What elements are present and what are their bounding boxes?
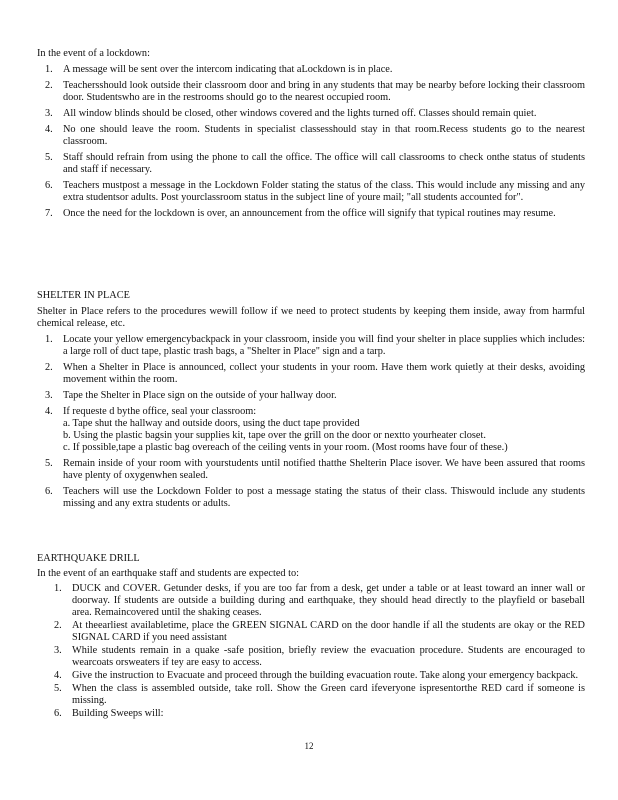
item-text: Staff should refrain from using the phone to call the office. The office will call classrooms to check onthe status of students and staff if necessary. [63,152,585,175]
list-item [37,208,585,220]
earthquake-intro: In the event of an earthquake staff and students are expected to: [37,568,299,579]
item-text: Locate your yellow emergencybackpack in your classroom, inside you will find your shelter in place supplies which includes: a large roll of duct tape, plastic trash bags, a "Shelter in Place" sign and a tarp. [63,334,585,357]
item-number: 1. [45,334,53,345]
item-number: 5. [45,152,53,163]
list-item [37,458,585,482]
item-text: Teachers will use the Lockdown Folder to post a message stating the status of their class. Thiswould include any students missing and any extra students or adults. [63,486,585,509]
item-number: 3. [45,108,53,119]
list-item [37,645,585,669]
item-text: Once the need for the lockdown is over, an announcement from the office will signify that typical routines may resume. [63,208,556,219]
list-item [37,406,585,454]
sub-item: b. Using the plastic bagsin your supplies kit, tape over the grill on the door or nextto yourheater closet. [63,430,486,441]
item-number: 2. [54,620,62,631]
earthquake-section [37,553,585,721]
item-number: 3. [45,390,53,401]
item-number: 2. [45,362,53,373]
shelter-heading: SHELTER IN PLACE [37,290,130,301]
list-item [37,390,585,402]
item-number: 4. [45,124,53,135]
list-item [37,124,585,148]
list-item [37,152,585,176]
item-text: DUCK and COVER. Getunder desks, if you are too far from a desk, get under a table or at least toward an inner wall or doorway. If students are outside a building during and earthquake, they should head directly to the playfield or baseball area. Remaincovered until the shaking ceases. [72,583,585,618]
item-text: At theearliest availabletime, place the GREEN SIGNAL CARD on the door handle if all the students are okay or the RED SIGNAL CARD if you need assistant [72,620,585,643]
list-item [37,180,585,204]
list-item [37,334,585,358]
item-text: Teachers mustpost a message in the Lockdown Folder stating the status of the class. This would include any missing and any extra studentsor adults. Post yourclassroom status in the subject line of youre mail; "all students accounted for". [63,180,585,203]
item-number: 6. [45,180,53,191]
list-item [37,583,585,619]
lockdown-list [37,64,585,220]
item-number: 1. [45,64,53,75]
list-item [37,683,585,707]
list-item [37,80,585,104]
item-text: All window blinds should be closed, other windows covered and the lights turned off. Classes should remain quiet. [63,108,537,119]
list-item [37,108,585,120]
lockdown-section [37,48,585,224]
item-number: 7. [45,208,53,219]
list-item [37,362,585,386]
item-text: Give the instruction to Evacuate and proceed through the building evacuation route. Take along your emergency backpack. [72,670,579,681]
shelter-intro: Shelter in Place refers to the procedures wewill follow if we need to protect students by keeping them inside, away from harmful chemical release, etc. [37,306,585,329]
shelter-list [37,334,585,510]
item-text: A message will be sent over the intercom indicating that aLockdown is in place. [63,64,393,75]
page-number: 12 [304,741,314,751]
item-text: Remain inside of your room with yourstudents until notified thatthe Shelterin Place isover. We have been assured that rooms have plenty of oxygenwhen sealed. [63,458,585,481]
sub-item: a. Tape shut the hallway and outside doors, using the duct tape provided [63,418,360,429]
item-text: No one should leave the room. Students in specialist classesshould stay in that room.Recess students go to the nearest classroom. [63,124,585,147]
item-number: 4. [54,670,62,681]
item-number: 5. [45,458,53,469]
list-item [37,486,585,510]
sub-item: c. If possible,tape a plastic bag overeach of the ceiling vents in your room. (Most rooms have four of these.) [63,442,508,453]
item-text: Building Sweeps will: [72,708,164,719]
list-item [37,708,585,720]
item-text: Tape the Shelter in Place sign on the outside of your hallway door. [63,390,337,401]
list-item [37,620,585,644]
item-number: 4. [45,406,53,417]
item-number: 3. [54,645,62,656]
item-number: 6. [45,486,53,497]
item-text: When the class is assembled outside, take roll. Show the Green card ifeveryone ispresentorthe RED card if someone is missing. [72,683,585,706]
list-item [37,670,585,682]
item-number: 5. [54,683,62,694]
item-text: If requeste d bythe office, seal your classroom: [63,406,257,417]
shelter-section [37,290,585,514]
item-text: Teachersshould look outside their classroom door and bring in any students that may be nearby before locking their classroom door. Studentswho are in the restrooms should go to the nearest occupied room. [63,80,585,103]
item-number: 6. [54,708,62,719]
earthquake-heading: EARTHQUAKE DRILL [37,553,140,564]
item-text: While students remain in a quake -safe position, briefly review the evacuation procedure. Students are encouraged to wearcoats orsweaters if tey are easy to access. [72,645,585,668]
lockdown-intro: In the event of a lockdown: [37,48,150,59]
item-text: When a Shelter in Place is announced, collect your students in your room. Have them work quietly at their desks, avoiding movement within the room. [63,362,585,385]
earthquake-list [37,583,585,720]
item-number: 1. [54,583,62,594]
list-item [37,64,585,76]
item-number: 2. [45,80,53,91]
